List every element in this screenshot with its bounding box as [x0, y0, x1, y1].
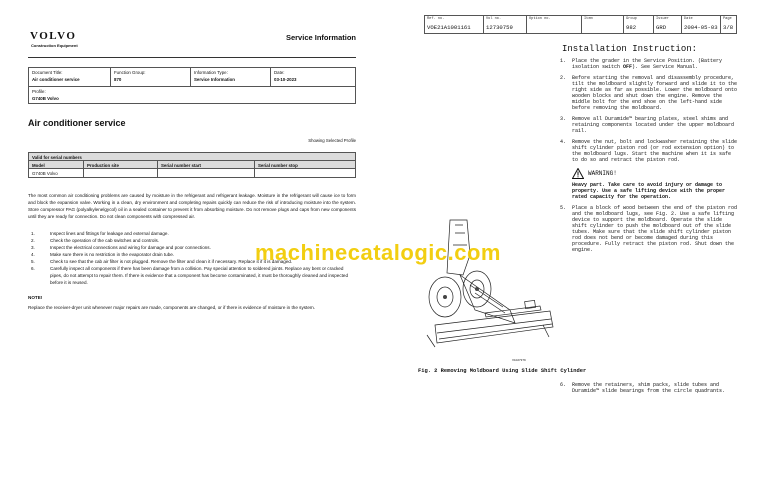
- step-text: Remove the nut, bolt and lockwasher retaining the slide shift cylinder piston rod (or rod extension option) to the moldboard lugs. Start the machine when it is safe to do so and retract the piston rod.: [572, 139, 738, 163]
- step-number: 2.: [31, 238, 35, 243]
- header-cell: [682, 16, 721, 33]
- list-item: [560, 382, 740, 394]
- function-group-label: Function Group:: [114, 70, 146, 75]
- list-item: [28, 265, 356, 286]
- logo-subtitle: Construction Equipment: [31, 43, 78, 48]
- list-item: [560, 75, 740, 111]
- step-number: 6.: [31, 266, 35, 271]
- doc-title-cell: [29, 68, 111, 86]
- step-number: 3.: [31, 245, 35, 250]
- date-value: 03-10-2023: [274, 76, 297, 82]
- header-label: Page: [723, 17, 732, 21]
- col-serial-stop: Serial number stop: [258, 162, 298, 168]
- step-number: 1.: [31, 231, 35, 236]
- volvo-logo: VOLVO: [30, 30, 77, 42]
- reference-header-table: [424, 15, 737, 34]
- info-row: [29, 68, 355, 86]
- figure-id: V1027379: [512, 358, 526, 362]
- step-number: 3.: [560, 116, 567, 122]
- date-label: Date:: [274, 70, 285, 75]
- step-number: 5.: [560, 205, 567, 211]
- step-number: 1.: [560, 58, 567, 64]
- step-text-part: Place the grader in the Service Position. (Battery isolation switch: [572, 58, 723, 70]
- header-value: GRD: [656, 24, 667, 31]
- step-number: 4.: [31, 252, 35, 257]
- header-label: Item: [584, 17, 593, 21]
- moldboard-removal-illustration: [415, 215, 555, 363]
- step-text: Before starting the removal and disassembly procedure, tilt the moldboard slightly forward and slide it to the right side as far as possible. Lower the moldboard onto wooden blocks and shut down the engine. Remove the middle bolt for the end shoe on the left-hand side before removing the moldboard.: [572, 75, 738, 111]
- profile-value: G740B Volvo: [32, 95, 59, 101]
- note-heading: NOTE!: [28, 295, 43, 300]
- list-item: [560, 116, 740, 134]
- step-text-part: ). See Service Manual.: [632, 64, 699, 70]
- note-text: Replace the receiver-dryer unit whenever major repairs are made, components are changed, or if there is evidence of moisture in the system.: [28, 305, 315, 310]
- serial-table-title: Valid for serial numbers: [29, 153, 355, 161]
- info-type-cell: [191, 68, 271, 86]
- warning-triangle-icon: [572, 168, 584, 179]
- serial-numbers-table: [28, 152, 356, 178]
- step-text: Inspect lines and fittings for leakage and external damage.: [50, 231, 169, 236]
- step-text: Remove the retainers, shim packs, slide tubes and Duramide™ slide bearings from the circle quadrants.: [572, 382, 726, 394]
- step-text: Remove all Duramide™ bearing plates, steel shims and retaining components located under the upper moldboard rail.: [572, 116, 735, 134]
- header-cell: [654, 16, 682, 33]
- installation-title: Installation Instruction:: [562, 44, 698, 54]
- profile-cell: [29, 86, 355, 103]
- intro-paragraph: The most common air conditioning problems are caused by moisture in the refrigerant and refrigerant leakage. Moisture in the refrigerant will cause ice to form and block the expansion valve. Working in a clean, dry environment and completing repairs quickly can reduce the risk of introducing moisture into the system. Store compressor PAG (polyalkylenelgycol) oil in a sealed container to prevent it from absorbing moisture. Do not remove plugs and caps from new components until they are ready for connection. Do not clean components with compressed air.: [28, 193, 356, 219]
- header-cell: [425, 16, 484, 33]
- installation-steps-continued: [560, 382, 740, 399]
- cell-serial-start: [158, 169, 255, 177]
- list-item: [560, 205, 740, 253]
- warning-label: WARNING!: [588, 169, 617, 177]
- step-number: 4.: [560, 139, 567, 145]
- page-header: [28, 28, 356, 54]
- function-group-cell: [111, 68, 191, 86]
- col-production-site: Production site: [84, 161, 158, 168]
- document-info-table: [28, 67, 356, 104]
- showing-profile-text: Showing Selected Profile: [308, 138, 356, 143]
- header-value: VOE21A1001161: [427, 24, 471, 31]
- figure-caption: Fig. 2 Removing Moldboard Using Slide Shift Cylinder: [418, 368, 587, 374]
- warning-header: [572, 168, 740, 179]
- header-value: 3/8: [723, 24, 734, 31]
- service-info-page: [28, 28, 356, 311]
- warning-block: [572, 168, 740, 200]
- header-divider: [28, 57, 356, 58]
- col-serial-start: Serial number start: [158, 161, 255, 168]
- info-type-value: Service Information: [194, 76, 235, 82]
- step-number: 6.: [560, 382, 567, 388]
- header-label: Ref. no.: [427, 17, 445, 21]
- header-label: Date: [684, 17, 693, 21]
- cell-model: G740B Volvo: [29, 169, 84, 177]
- list-item: [560, 58, 740, 70]
- table-row: [29, 169, 355, 177]
- header-label: Group: [626, 17, 637, 21]
- date-cell: [271, 68, 355, 86]
- document-heading: Air conditioner service: [28, 118, 126, 128]
- header-cell: [721, 16, 736, 33]
- step-number: 5.: [31, 259, 35, 264]
- step-text: Check the operation of the cab switches and controls.: [50, 238, 160, 243]
- warning-text: Heavy part. Take care to avoid injury or damage to property. Use a safe lifting device with the proper rated capacity for the operation.: [572, 182, 726, 200]
- step-text: Inspect the electrical connections and wiring for damage and poor connections.: [50, 245, 211, 250]
- header-value: 982: [626, 24, 637, 31]
- function-group-value: 870: [114, 76, 122, 82]
- list-item: [28, 230, 356, 237]
- info-type-label: Information Type:: [194, 70, 228, 75]
- serial-table-header: [29, 161, 355, 169]
- cell-serial-stop: [255, 169, 355, 177]
- step-bold-text: OFF: [623, 64, 633, 70]
- doc-title-value: Air conditioner service: [32, 76, 80, 82]
- header-value: 12730759: [486, 24, 513, 31]
- installation-steps: [560, 58, 740, 258]
- step-text: Check to see that the cab air filter is not plugged. Remove the filter and clean it if necessary. Replace it if it is damaged.: [50, 259, 293, 264]
- header-cell: [527, 16, 582, 33]
- list-item: [560, 139, 740, 163]
- step-text: Place a block of wood between the end of the piston rod and the moldboard lugs, see Fig. 2. Use a safe lifting device to support the moldboard. Operate the slide shift cylinder to push the moldboard out of the slide tubes. Make sure that the slide shift cylinder piston rod does not bend or become damaged during this procedure. Fully retract the piston rod. Shut down the engine.: [572, 205, 738, 253]
- watermark-text: machinecatalogic.com: [255, 240, 501, 265]
- step-text: Make sure there is no restriction in the evaporator drain tube.: [50, 252, 175, 257]
- doc-title-label: Document Title:: [32, 70, 63, 75]
- header-cell: [484, 16, 527, 33]
- header-cell: [582, 16, 624, 33]
- header-label: Issuer: [656, 17, 669, 21]
- cell-production-site: [84, 169, 158, 177]
- header-value: 2004-05-03: [684, 24, 718, 31]
- page-title: Service Information: [285, 33, 356, 42]
- header-label: Vol no.: [486, 17, 502, 21]
- step-text: [572, 58, 740, 70]
- step-text: Carefully inspect all components if there has been damage from a collision. Pay special attention to soldered joints. Replace any bent or cracked pipes, do not attempt to repair them. If there is evidence that a component has become contaminated, it must be thoroughly cleaned and inspected before it is reused.: [50, 266, 349, 285]
- header-cell: [624, 16, 654, 33]
- col-model: Model: [29, 161, 84, 168]
- profile-label: Profile:: [32, 89, 46, 94]
- header-label: Option no.: [529, 17, 551, 21]
- step-number: 2.: [560, 75, 567, 81]
